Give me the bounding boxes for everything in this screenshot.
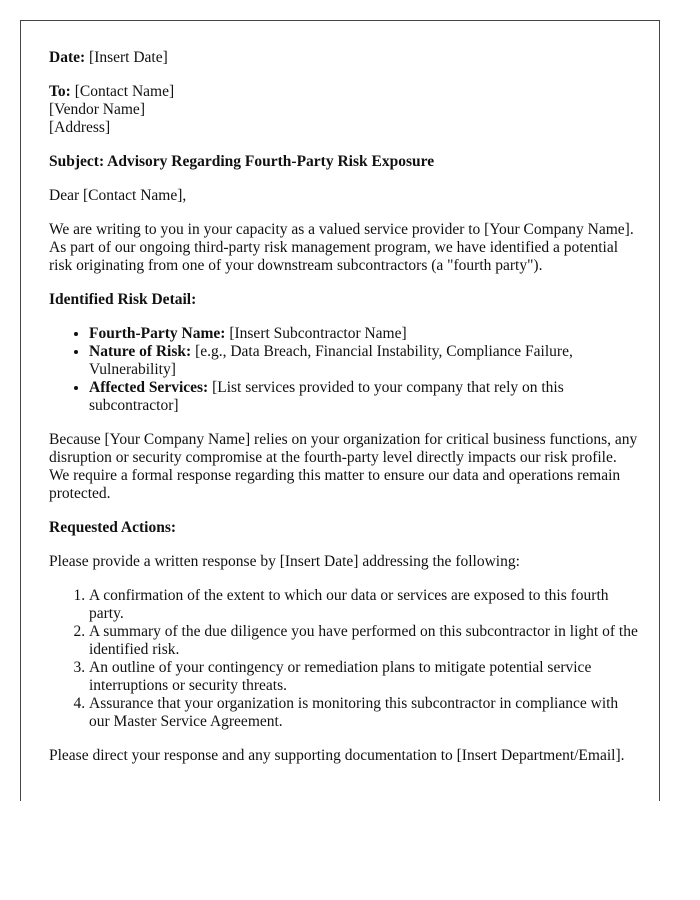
- recipient-address: [Address]: [49, 119, 111, 136]
- letter-body: [49, 49, 639, 781]
- impact-paragraph: Because [Your Company Name] relies on your organization for critical business functions, any disruption or security compromise at the fourth-party level directly impacts our risk profile. We require a formal response regarding this matter to ensure our data and operations remain protected.: [49, 431, 638, 502]
- requested-action-item: 2. A summary of the due diligence you have performed on this subcontractor in light of the identified risk.: [89, 623, 639, 659]
- intro-paragraph: We are writing to you in your capacity as a valued service provider to [Your Company Name]. As part of our ongoing third-party risk management program, we have identified a potential risk originating from one of your downstream subcontractors (a "fourth party").: [49, 221, 634, 274]
- salutation: Dear [Contact Name],: [49, 187, 187, 204]
- risk-item-label: Affected Services:: [89, 379, 209, 396]
- requested-action-item: 4. Assurance that your organization is monitoring this subcontractor in compliance with our Master Service Agreement.: [89, 695, 639, 731]
- risk-detail-item-fourth-party: [89, 325, 639, 343]
- requested-actions-intro: Please provide a written response by [Insert Date] addressing the following:: [49, 553, 520, 570]
- date-line: [49, 49, 639, 67]
- subject-text: Subject: Advisory Regarding Fourth-Party Risk Exposure: [49, 153, 435, 170]
- risk-item-label: Nature of Risk:: [89, 343, 192, 360]
- requested-action-item: 1. A confirmation of the extent to which our data or services are exposed to this fourth party.: [89, 587, 639, 623]
- risk-detail-item-affected-services: [89, 379, 639, 415]
- date-value: [Insert Date]: [89, 49, 168, 66]
- letter-frame: [20, 20, 660, 801]
- risk-detail-heading-text: Identified Risk Detail:: [49, 291, 197, 308]
- closing-paragraph: Please direct your response and any supporting documentation to [Insert Department/Email].: [49, 747, 625, 764]
- risk-detail-heading: [49, 291, 639, 309]
- risk-item-value: [List services provided to your company that rely on this subcontractor]: [89, 379, 564, 414]
- recipient-contact: [Contact Name]: [74, 83, 175, 100]
- requested-actions-list: [49, 587, 639, 731]
- recipient-vendor: [Vendor Name]: [49, 101, 145, 118]
- to-label: To:: [49, 83, 71, 100]
- risk-detail-list: [49, 325, 639, 415]
- recipient-block: [49, 83, 639, 137]
- subject-line: [49, 153, 639, 171]
- risk-item-value: [e.g., Data Breach, Financial Instability, Compliance Failure, Vulnerability]: [89, 343, 573, 378]
- date-label: Date:: [49, 49, 86, 66]
- risk-item-value: [Insert Subcontractor Name]: [229, 325, 407, 342]
- requested-action-item: 3. An outline of your contingency or remediation plans to mitigate potential service interruptions or security threats.: [89, 659, 639, 695]
- risk-detail-item-nature: [89, 343, 639, 379]
- risk-item-label: Fourth-Party Name:: [89, 325, 226, 342]
- requested-actions-heading: [49, 519, 639, 537]
- requested-actions-heading-text: Requested Actions:: [49, 519, 177, 536]
